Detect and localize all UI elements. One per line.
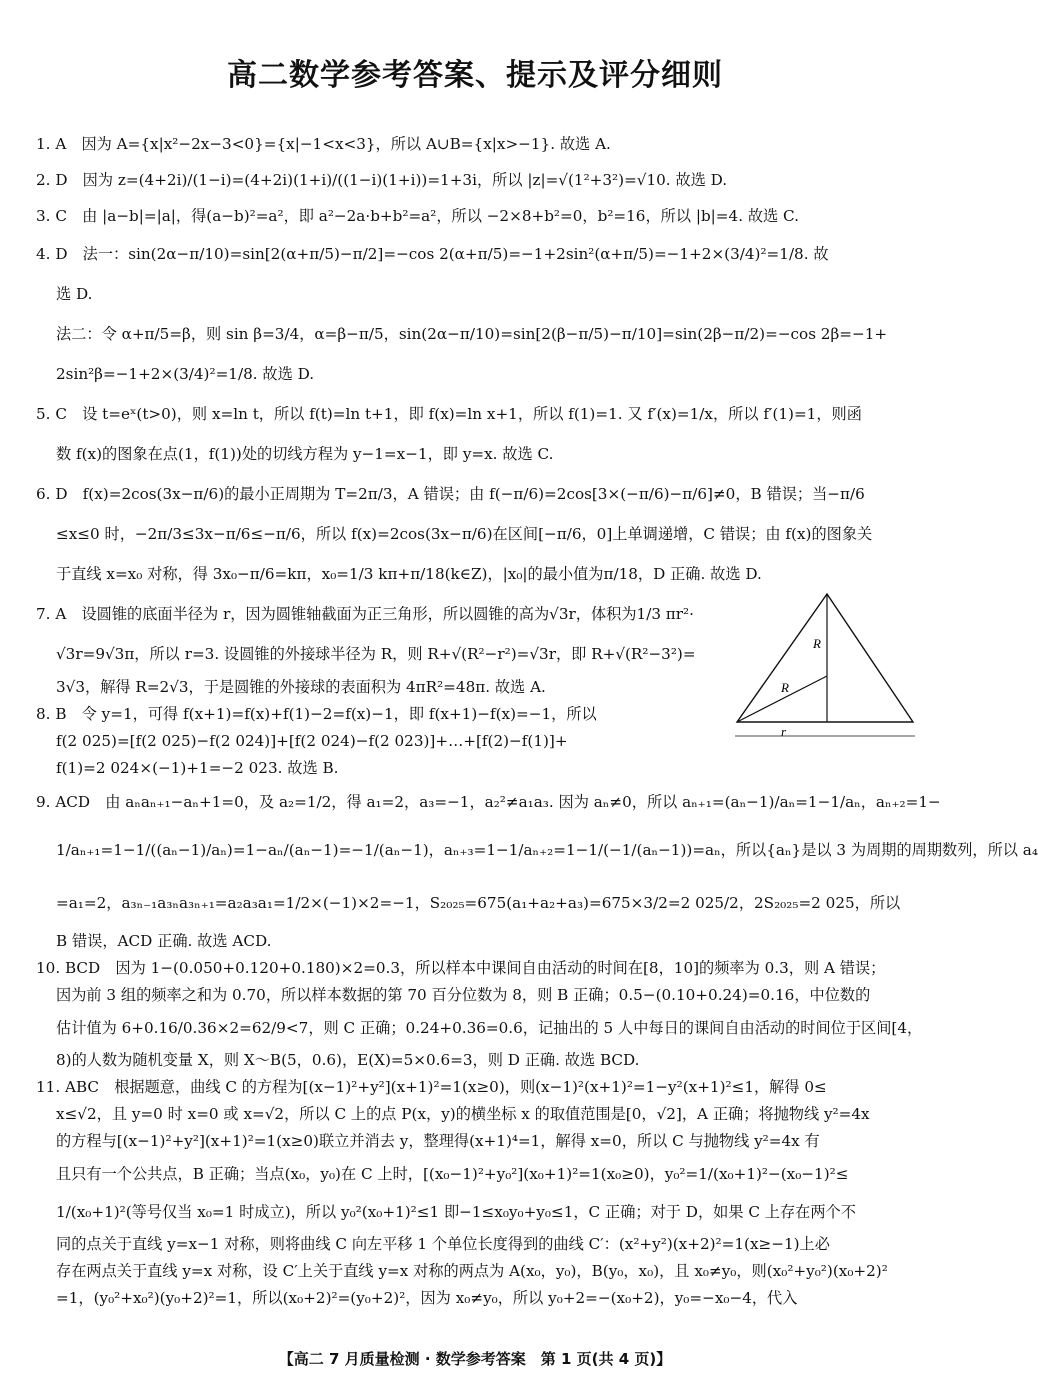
page-footer: 【高二 7 月质量检测 · 数学参考答案 第 1 页(共 4 页)】: [278, 1350, 672, 1368]
answer-2: 2. D 因为 z=(4+2i)/(1−i)=(4+2i)(1+i)/((1−i)(1+i))=1+3i，所以 |z|=√(1²+3²)=√10. 故选 D.: [36, 171, 728, 189]
label-r: r: [781, 724, 787, 739]
answer-8-line: f(1)=2 024×(−1)+1=−2 023. 故选 B.: [56, 759, 339, 777]
answer-11-line: 且只有一个公共点，B 正确；当点(x₀，y₀)在 C 上时，[(x₀−1)²+y₀²](x₀+1)²=1(x₀≥0)，y₀²=1/(x₀+1)²−(x₀−1)²≤: [56, 1165, 849, 1183]
answer-11-line: 11. ABC 根据题意，曲线 C 的方程为[(x−1)²+y²](x+1)²=1(x≥0)，则(x−1)²(x+1)²=1−y²(x+1)²≤1，解得 0≤: [36, 1078, 827, 1096]
answer-8-line: f(2 025)=[f(2 025)−f(2 024)]+[f(2 024)−f(2 023)]+…+[f(2)−f(1)]+: [56, 732, 568, 750]
label-R-upper: R: [813, 636, 821, 651]
answer-11-line: 存在两点关于直线 y=x 对称，设 C′上关于直线 y=x 对称的两点为 A(x₀，y₀)，B(y₀，x₀)，且 x₀≠y₀，则(x₀²+y₀²)(x₀+2)²: [56, 1262, 888, 1280]
answer-9-line: 9. ACD 由 aₙaₙ₊₁−aₙ+1=0，及 a₂=1/2，得 a₁=2，a₃=−1，a₂²≠a₁a₃. 因为 aₙ≠0，所以 aₙ₊₁=(aₙ−1)/aₙ=1−1/aₙ，aₙ₊₂=1−: [36, 793, 941, 811]
triangle-outline: [737, 594, 913, 722]
answer-10-line: 8)的人数为随机变量 X，则 X～B(5，0.6)，E(X)=5×0.6=3，则 D 正确. 故选 BCD.: [56, 1051, 640, 1069]
cone-cross-section-figure: [735, 590, 915, 740]
answer-7-line: 7. A 设圆锥的底面半径为 r，因为圆锥轴截面为正三角形，所以圆锥的高为√3r，体积为1/3 πr²·: [36, 605, 694, 623]
answer-10-line: 因为前 3 组的频率之和为 0.70，所以样本数据的第 70 百分位数为 8，则 B 正确；0.5−(0.10+0.24)=0.16，中位数的: [56, 986, 871, 1004]
answer-5-line: 数 f(x)的图象在点(1，f(1))处的切线方程为 y−1=x−1，即 y=x. 故选 C.: [56, 445, 554, 463]
answer-4-line: 4. D 法一：sin(2α−π/10)=sin[2(α+π/5)−π/2]=−cos 2(α+π/5)=−1+2sin²(α+π/5)=−1+2×(3/4)²=1/8. 故: [36, 245, 829, 263]
answer-5-line: 5. C 设 t=eˣ(t>0)，则 x=ln t，所以 f(t)=ln t+1，即 f(x)=ln x+1，所以 f(1)=1. 又 f′(x)=1/x，所以 f′(1)=1，则函: [36, 405, 862, 423]
page-title: 高二数学参考答案、提示及评分细则: [227, 58, 723, 93]
answer-11-line: x≤√2，且 y=0 时 x=0 或 x=√2，所以 C 上的点 P(x，y)的横坐标 x 的取值范围是[0，√2]，A 正确；将抛物线 y²=4x: [56, 1105, 870, 1123]
answer-3: 3. C 由 |a−b|=|a|，得(a−b)²=a²，即 a²−2a·b+b²=a²，所以 −2×8+b²=0，b²=16，所以 |b|=4. 故选 C.: [36, 207, 799, 225]
answer-9-line: =a₁=2，a₃ₙ₋₁a₃ₙa₃ₙ₊₁=a₂a₃a₁=1/2×(−1)×2=−1，S₂₀₂₅=675(a₁+a₂+a₃)=675×3/2=2 025/2，2S₂₀₂₅=2 025，所以: [56, 894, 901, 912]
answer-4-line: 法二：令 α+π/5=β，则 sin β=3/4，α=β−π/5，sin(2α−π/10)=sin[2(β−π/5)−π/10]=sin(2β−π/2)=−cos 2β=−1+: [56, 325, 888, 343]
answer-6-line: 于直线 x=x₀ 对称，得 3x₀−π/6=kπ，x₀=1/3 kπ+π/18(k∈Z)，|x₀|的最小值为π/18，D 正确. 故选 D.: [56, 565, 762, 583]
answer-10-line: 估计值为 6+0.16/0.36×2=62/9<7，则 C 正确；0.24+0.36=0.6，记抽出的 5 人中每日的课间自由活动的时间位于区间[4，: [56, 1019, 923, 1037]
answer-10-line: 10. BCD 因为 1−(0.050+0.120+0.180)×2=0.3，所以样本中课间自由活动的时间在[8，10]的频率为 0.3，则 A 错误；: [36, 959, 886, 977]
answer-6-line: 6. D f(x)=2cos(3x−π/6)的最小正周期为 T=2π/3，A 错误；由 f(−π/6)=2cos[3×(−π/6)−π/6]≠0，B 错误；当−π/6: [36, 485, 865, 503]
answer-8-line: 8. B 令 y=1，可得 f(x+1)=f(x)+f(1)−2=f(x)−1，即 f(x+1)−f(x)=−1，所以: [36, 705, 597, 723]
answer-7-line: 3√3，解得 R=2√3，于是圆锥的外接球的表面积为 4πR²=48π. 故选 A.: [56, 678, 546, 696]
answer-6-line: ≤x≤0 时，−2π/3≤3x−π/6≤−π/6，所以 f(x)=2cos(3x−π/6)在区间[−π/6，0]上单调递增，C 错误；由 f(x)的图象关: [56, 525, 873, 543]
answer-11-line: 1/(x₀+1)²(等号仅当 x₀=1 时成立)，所以 y₀²(x₀+1)²≤1 即−1≤x₀y₀+y₀≤1，C 正确；对于 D，如果 C 上存在两个不: [56, 1203, 856, 1221]
answer-11-line: 的方程与[(x−1)²+y²](x+1)²=1(x≥0)联立并消去 y，整理得(x+1)⁴=1，解得 x=0，所以 C 与抛物线 y²=4x 有: [56, 1132, 820, 1150]
answer-11-line: =1，(y₀²+x₀²)(y₀+2)²=1，所以(x₀+2)²=(y₀+2)²，因为 x₀≠y₀，所以 y₀+2=−(x₀+2)，y₀=−x₀−4，代入: [56, 1289, 798, 1307]
answer-9-line: 1/aₙ₊₁=1−1/((aₙ−1)/aₙ)=1−aₙ/(aₙ−1)=−1/(aₙ−1)，aₙ₊₃=1−1/aₙ₊₂=1−1/(−1/(aₙ−1))=aₙ，所以{aₙ}是以 3 为周期的周期数列，所以 a₄: [56, 841, 1038, 859]
answer-7-line: √3r=9√3π，所以 r=3. 设圆锥的外接球半径为 R，则 R+√(R²−r²)=√3r，即 R+√(R²−3²)=: [56, 645, 696, 663]
answer-9-line: B 错误，ACD 正确. 故选 ACD.: [56, 932, 272, 950]
answer-4-line: 选 D.: [56, 285, 93, 303]
answer-4-line: 2sin²β=−1+2×(3/4)²=1/8. 故选 D.: [56, 365, 315, 383]
label-R-lower: R: [781, 680, 789, 695]
answer-11-line: 同的点关于直线 y=x−1 对称，则将曲线 C 向左平移 1 个单位长度得到的曲线 C′：(x²+y²)(x+2)²=1(x≥−1)上必: [56, 1235, 830, 1253]
answer-1: 1. A 因为 A={x|x²−2x−3<0}={x|−1<x<3}，所以 A∪B={x|x>−1}. 故选 A.: [36, 135, 611, 153]
